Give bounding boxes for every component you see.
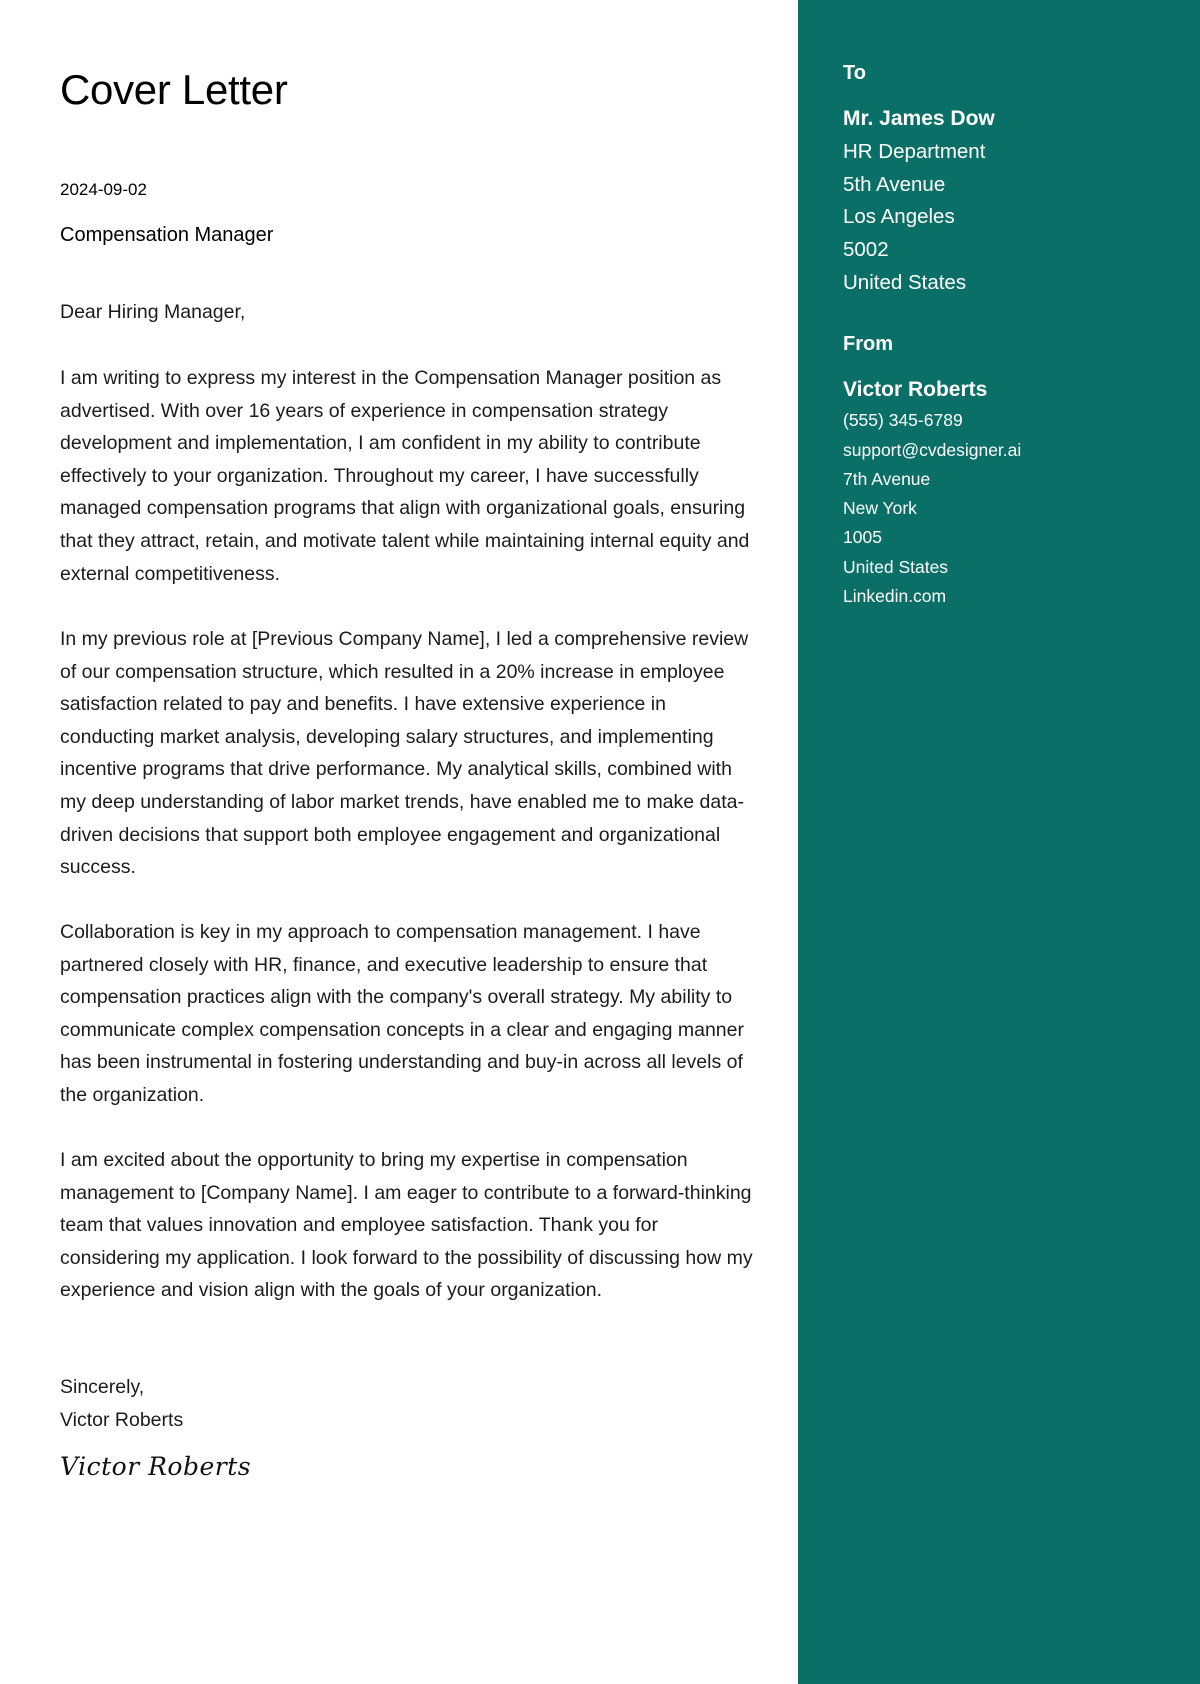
job-title: Compensation Manager bbox=[60, 224, 274, 246]
paragraph-4: I am excited about the opportunity to bring my expertise in compensation management to [Company Name]. I am eager to contribute to a forward-thinking team that values innovation and employee satisfaction. Thank you for considering my application. I look forward to the possibility of discussing how my experience and vision align with the goals of your organization. bbox=[60, 1149, 753, 1302]
from-heading: From bbox=[843, 333, 893, 355]
page-title: Cover Letter bbox=[60, 66, 288, 113]
sender-name: Victor Roberts bbox=[843, 378, 988, 401]
paragraph-2: In my previous role at [Previous Company Name], I led a comprehensive review of our compensation structure, which resulted in a 20% increase in employee satisfaction related to pay and benefits. I have extensive experience in conducting market analysis, developing salary structures, and implementing incentive programs that drive performance. My analytical skills, combined with my deep understanding of labor market trends, have enabled me to make data-driven decisions that support both employee engagement and organizational success. bbox=[60, 628, 749, 879]
paragraph-1: I am writing to express my interest in the Compensation Manager position as advertised. With over 16 years of experience in compensation strategy development and implementation, I am confident in my ability to contribute effectively to your organization. Throughout my career, I have successfully managed compensation programs that align with organizational goals, ensuring that they attract, retain, and motivate talent while maintaining internal equity and external competitiveness. bbox=[60, 367, 750, 585]
sender-zip: 1005 bbox=[843, 527, 882, 547]
sender-website-link[interactable]: Linkedin.com bbox=[843, 586, 947, 606]
greeting: Dear Hiring Manager, bbox=[60, 301, 246, 323]
signature: Victor Roberts bbox=[60, 1452, 252, 1481]
sidebar-contact-panel bbox=[798, 0, 1200, 1684]
recipient-zip: 5002 bbox=[843, 238, 889, 261]
sender-city: New York bbox=[843, 498, 917, 518]
recipient-department: HR Department bbox=[843, 140, 986, 163]
recipient-country: United States bbox=[843, 271, 967, 294]
letter-date: 2024-09-02 bbox=[60, 180, 147, 199]
recipient-street: 5th Avenue bbox=[843, 173, 946, 196]
sender-street: 7th Avenue bbox=[843, 469, 931, 489]
to-heading: To bbox=[843, 62, 866, 84]
recipient-name: Mr. James Dow bbox=[843, 107, 995, 130]
recipient-city: Los Angeles bbox=[843, 205, 955, 228]
closing-name: Victor Roberts bbox=[60, 1408, 184, 1431]
sender-phone[interactable]: (555) 345-6789 bbox=[843, 410, 963, 430]
sender-country: United States bbox=[843, 557, 949, 577]
closing-block bbox=[60, 1371, 183, 1436]
closing-salutation: Sincerely, bbox=[60, 1376, 145, 1398]
paragraph-3: Collaboration is key in my approach to compensation management. I have partnered closely with HR, finance, and executive leadership to ensure that compensation practices align with the company's overall strategy. My ability to communicate complex compensation concepts in a clear and engaging manner has been instrumental in fostering understanding and buy-in across all levels of the organization. bbox=[60, 921, 744, 1106]
sender-email[interactable]: support@cvdesigner.ai bbox=[843, 440, 1022, 460]
